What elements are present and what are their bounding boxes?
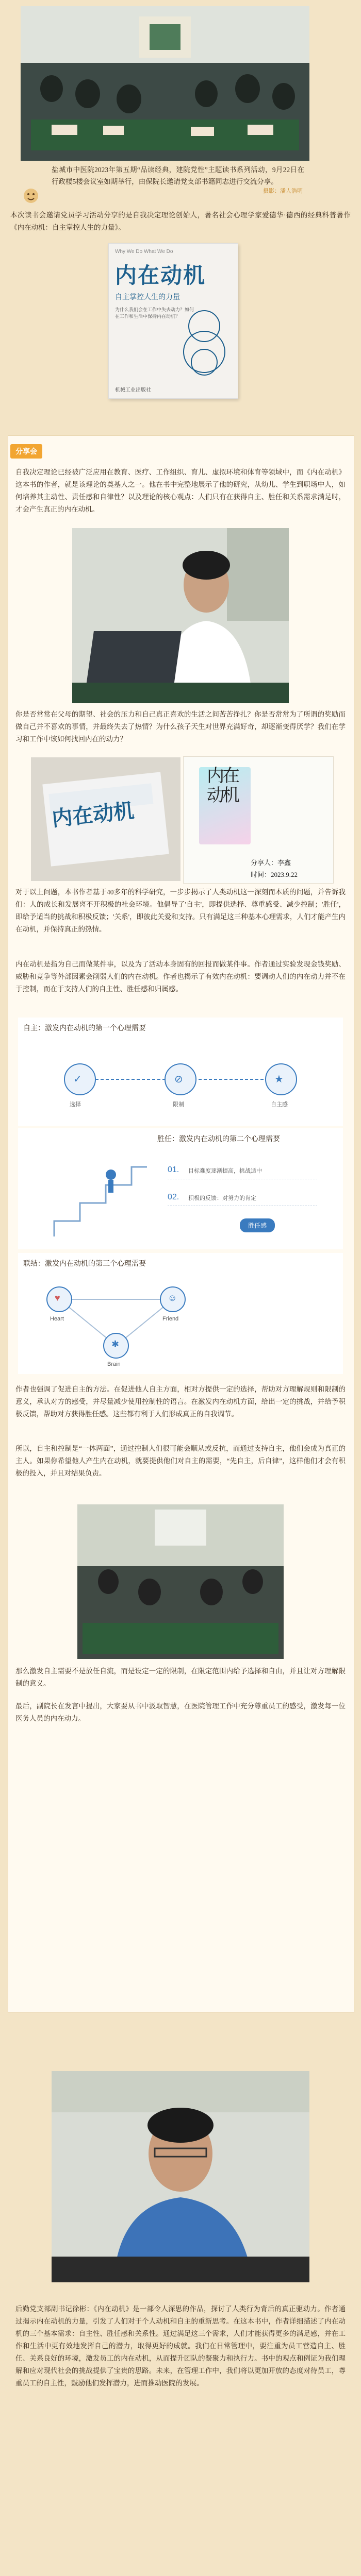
friend-icon: ☺ xyxy=(168,1293,177,1303)
handwritten-note xyxy=(183,756,334,884)
photo-caption: 盐城市中医院2023年第五期“品读经典，建院党性”主题读书系列活动，9月22日在行政楼5楼会议室如期举行，由保院长邀请党支部书籍同志进行交流分享。 xyxy=(52,166,304,185)
diagram1-title: 自主：激发内在动机的第一个心理需要 xyxy=(23,1024,146,1032)
diagram1-label-1: 选择 xyxy=(70,1101,81,1108)
step1-text: 目标难度逐渐提高，挑战适中 xyxy=(188,1168,262,1174)
book-publisher: 机械工业出版社 xyxy=(115,387,151,393)
paragraph-7: 那么激发自主需要不是放任自流，而是设定一定的限制，在限定范围内给予选择和自由，并且让对方理解限制的意义。 xyxy=(15,1667,346,1687)
book-desc: 为什么我们会在工作中失去动力？如何在工作和生活中保持内在动机？ xyxy=(115,308,194,319)
diagram3-links xyxy=(39,1279,193,1366)
meeting-photo-1 xyxy=(21,6,309,161)
note-date: 时间：2023.9.22 xyxy=(251,871,298,878)
section-tag: 分享会 xyxy=(10,444,42,459)
node-label-brain: Brain xyxy=(107,1361,121,1367)
heart-icon: ♥ xyxy=(55,1293,60,1303)
paragraph-8: 最后，副院长在发言中提出，大家要从书中汲取智慧，在医院管理工作中充分尊重员工的感受，激发每一位医务人员的内在动力。 xyxy=(15,1702,346,1722)
note-sharer: 分享人：李鑫 xyxy=(251,859,291,867)
note-title xyxy=(207,766,240,805)
diagram-competence xyxy=(18,1128,343,1249)
speaker-photo-1 xyxy=(72,528,289,703)
closing-paragraph: 后勤党支部副书记徐彬：《内在动机》是一部令人深思的作品，探讨了人类行为背后的真正驱动力。作者通过揭示内在动机的力量，引发了人们对于个人动机和自主的重新思考。在这本书中，作者详细描述了内在动机的三个基本需求：自主性、胜任感和关系性。通过满足这三个需求，人们才能获得更多的满足感，并在工作和生活中更有效地发挥自己的潜力，取得更好的成就。我们在日常管理中，要注重为员工营造自主、胜任、关系良好的环境，激发员工的内在动机，从而提升团队的凝聚力和执行力。书中的观点和例证为我们理解和应对现代社会的挑战提供了宝贵的思路。未来，在管理工作中，我们将以更加开放的态度对待员工，尊重员工的自主性，鼓励他们发挥潜力，进而推动医院的发展。 xyxy=(15,2305,346,2387)
paragraph-2: 你是否常常在父母的期望、社会的压力和自己真正喜欢的生活之间苦苦挣扎？你是否常常为了所谓的奖励而做自己并不喜欢的事情，并最终失去了热情？为什么孩子天生对世界充满好奇，却逐渐变得厌学？我们在学习和工作中该如何找回内在的动力？ xyxy=(15,710,346,743)
book-title: 内在动机 xyxy=(115,263,206,288)
note-char-4: 机 xyxy=(222,785,240,806)
speaker-photo-2 xyxy=(52,2071,309,2282)
book-top-en: Why We Do What We Do xyxy=(115,249,173,255)
mascot-icon xyxy=(21,185,41,206)
book-photo xyxy=(31,757,180,881)
intro-paragraph: 本次读书会邀请党员学习活动分享的是自我决定理论创始人，著名社会心理学家爱德华·德西的经典科普著作《内在动机：自主掌控人生的力量》。 xyxy=(10,211,351,231)
step2-text: 积极的反馈：对努力的肯定 xyxy=(188,1195,256,1201)
diagram3-title: 联结：激发内在动机的第三个心理需要 xyxy=(23,1260,146,1268)
note-char-2: 在 xyxy=(222,766,240,786)
autonomy-icon: ★ xyxy=(274,1074,284,1085)
node-label-heart: Heart xyxy=(50,1316,64,1322)
staircase-icon xyxy=(49,1154,152,1242)
diagram1-label-3: 自主感 xyxy=(271,1101,288,1108)
diagram1-label-2: 限制 xyxy=(173,1101,184,1108)
competence-badge: 胜任感 xyxy=(240,1218,275,1232)
diagram-relatedness xyxy=(18,1253,343,1374)
note-char-3: 动 xyxy=(207,785,224,806)
meeting-photo-2 xyxy=(77,1504,284,1659)
caption-credit: 摄影：潘人浩明 xyxy=(263,188,303,194)
book-subtitle: 自主掌控人生的力量 xyxy=(115,293,180,301)
paragraph-6: 所以，自主和控制是“一体两面”，通过控制人们很可能会顺从或反抗，而通过支持自主，他们会成为真正的主人。如果你希望他人产生内在动机，就要提供他们对自主的需要，“先自主，后自律”，这样他们才会有积极的投入，并且对结果负责。 xyxy=(15,1445,346,1477)
step1-num: 01. xyxy=(168,1165,179,1174)
paragraph-4: 内在动机是指为自己而做某件事，以及为了活动本身固有的回报而做某件事。作者通过实验发现金钱奖励、威胁和竞争等外部因素会削弱人们的内在动机。作者也揭示了有效内在动机：要调动人们的内在动力并不在于控制，而在于支持人们的自主性、胜任感和归属感。 xyxy=(15,960,346,993)
limit-icon: ⊘ xyxy=(174,1074,183,1085)
book-cover xyxy=(108,243,238,399)
step2-num: 02. xyxy=(168,1193,179,1201)
paragraph-5: 作者也强调了促进自主的方法。在促进他人自主方面，相对方提供一定的选择，帮助对方理解规则和限制的意义，承认对方的感受，并尽量减少使用控制性的语言。在激发内在动机方面，给出一定的挑战，并给予积极反馈，帮助对方获得胜任感。这些都有利于人们形成真正的自我调节。 xyxy=(15,1385,346,1418)
paragraph-3: 对于以上问题，本书作者基于40多年的科学研究，一步步揭示了人类动机这一深刻而本质的问题，并告诉我们：人的成长和发展离不开积极的社会环境。他倡导了'自主'，即提供选择、尊重感受、减少控制；'胜任'，即给予适当的挑战和积极反馈；'关系'，即彼此关爱和支持。只有满足这三种基本心理需求，人们才能产生内在动机，并保持真正的热情。 xyxy=(15,888,346,933)
choice-icon: ✓ xyxy=(73,1074,82,1085)
paragraph-1: 自我决定理论已经被广泛应用在教育、医疗、工作组织、育儿、虚拟环境和体育等领域中，而《内在动机》这本书的作者，就是该理论的奠基人之一。他在书中完整地展示了他的研究，从幼儿、学生到职场中人，如何培养其主动性、责任感和自律性？以及理论的核心观点：人们只有在获得自主、胜任和关系需求满足时，才会产生真正的内在动机。 xyxy=(15,468,346,513)
book-photo-title: 内在动机 xyxy=(51,799,136,832)
book-art-icon xyxy=(176,306,233,383)
note-char-1: 内 xyxy=(207,766,224,786)
diagram-autonomy xyxy=(18,1018,343,1126)
node-label-friend: Friend xyxy=(162,1316,179,1322)
brain-icon: ✱ xyxy=(111,1339,120,1349)
diagram2-title: 胜任：激发内在动机的第二个心理需要 xyxy=(157,1135,280,1143)
